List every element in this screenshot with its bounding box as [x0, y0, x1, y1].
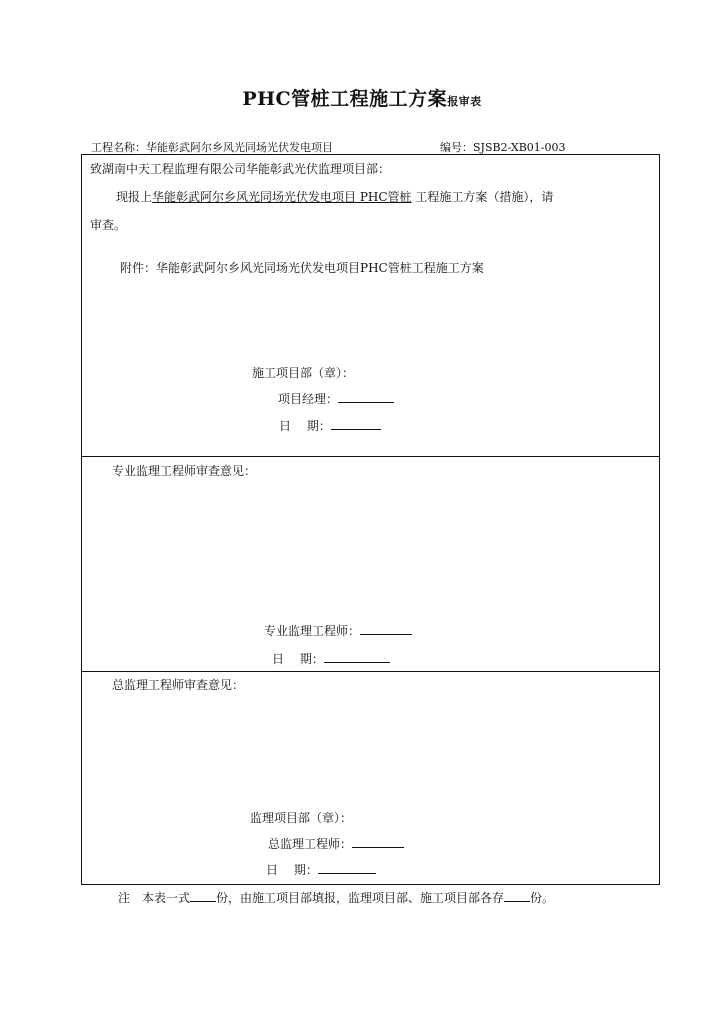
submission-section: [82, 155, 659, 457]
specialty-date-field[interactable]: [324, 651, 390, 663]
archive-copies-field[interactable]: [504, 890, 530, 902]
recipient-line: 致湖南中天工程监理有限公司华能彰武光伏监理项目部：: [90, 162, 391, 176]
project-manager-line: [278, 391, 394, 407]
submission-date-field[interactable]: [331, 418, 381, 430]
project-name: 工程名称：华能彰武阿尔乡风光同场光伏发电项目: [91, 141, 333, 154]
copies-count-field[interactable]: [190, 890, 216, 902]
report-prefix: 现报上: [116, 190, 153, 204]
chief-review-section: [82, 672, 659, 884]
specialty-engineer-label: 专业监理工程师：: [264, 624, 361, 638]
chief-review-heading: 总监理工程师审查意见：: [112, 678, 245, 692]
specialty-review-heading: 专业监理工程师审查意见：: [112, 464, 257, 478]
specialty-review-section: [82, 457, 659, 672]
form-title-suffix: 报审表: [447, 95, 482, 108]
report-end: 审查。: [90, 218, 127, 232]
chief-date-line: [266, 862, 376, 878]
document-code: 编号：SJSB2-XB01-003: [440, 141, 566, 154]
project-manager-label: 项目经理：: [278, 392, 339, 406]
submission-date-label: 日 期：: [279, 419, 331, 433]
specialty-engineer-line: [264, 623, 412, 639]
submission-date-line: [279, 418, 381, 434]
footer-note-middle: 份，由施工项目部填报，监理项目部、施工项目部各存: [216, 891, 505, 905]
footer-note-prefix: 注 本表一式: [118, 891, 191, 905]
chief-engineer-signature-field[interactable]: [352, 836, 404, 848]
report-line: [116, 189, 553, 205]
supervision-dept-label: 监理项目部（章）：: [250, 811, 353, 825]
attachment-line: 附件：华能彰武阿尔乡风光同场光伏发电项目PHC管桩工程施工方案: [120, 261, 484, 275]
specialty-date-label: 日 期：: [272, 652, 324, 666]
form-title: [0, 84, 724, 111]
meta-row: [91, 139, 661, 153]
chief-engineer-line: [268, 836, 404, 852]
specialty-engineer-signature-field[interactable]: [360, 623, 412, 635]
specialty-date-line: [272, 651, 390, 667]
chief-engineer-label: 总监理工程师：: [268, 837, 353, 851]
project-manager-signature-field[interactable]: [338, 391, 394, 403]
form-title-main: PHC管桩工程施工方案: [242, 88, 448, 110]
footer-note-end: 份。: [530, 891, 555, 905]
footer-note: [118, 889, 554, 906]
report-suffix: 工程施工方案（措施），请: [415, 190, 554, 204]
form-table: [81, 154, 660, 885]
report-project: 华能彰武阿尔乡风光同场光伏发电项目 PHC管桩: [152, 190, 412, 204]
construction-dept-label: 施工项目部（章）：: [252, 366, 355, 380]
chief-date-label: 日 期：: [266, 863, 318, 877]
chief-date-field[interactable]: [318, 862, 376, 874]
